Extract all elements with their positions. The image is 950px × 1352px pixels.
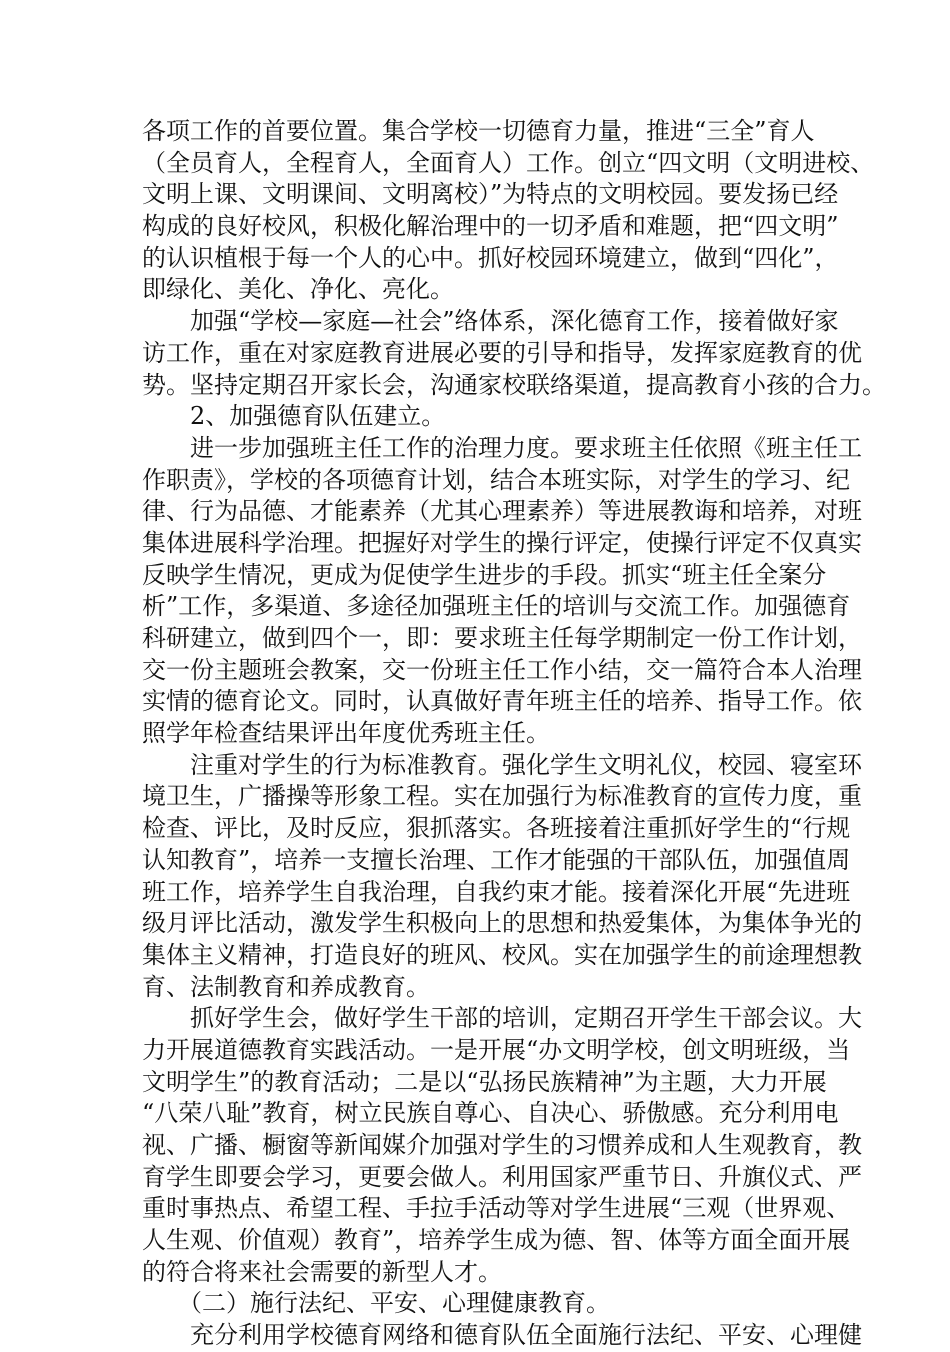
- section-heading: （二）施行法纪、平安、心理健康教育。: [142, 1289, 610, 1318]
- text-line: 人生观、价值观）教育”，培养学生成为德、智、体等方面全面开展: [142, 1226, 851, 1255]
- text-line: 班工作，培养学生自我治理，自我约束才能。接着深化开展“先进班: [142, 877, 851, 906]
- text-line: 育、法制教育和养成教育。: [142, 972, 430, 1001]
- text-line: 科研建立，做到四个一，即：要求班主任每学期制定一份工作计划，: [142, 624, 862, 652]
- text-line: 各项工作的首要位置。集合学校一切德育力量，推进“三全”育人: [142, 117, 815, 145]
- text-line: 构成的良好校风，积极化解治理中的一切矛盾和难题，把“四文明”: [142, 212, 839, 241]
- text-line: 认知教育”，培养一支擅长治理、工作才能强的干部队伍，加强值周: [142, 845, 851, 874]
- text-line: 即绿化、美化、净化、亮化。: [142, 275, 454, 304]
- text-line: 力开展道德教育实践活动。一是开展“办文明学校，创文明班级，当: [142, 1035, 851, 1064]
- text-line: 充分利用学校德育网络和德育队伍全面施行法纪、平安、心理健: [142, 1321, 862, 1350]
- text-line: 文明上课、文明课间、文明离校）”为特点的文明校园。要发扬已经: [142, 180, 839, 209]
- text-line: “八荣八耻”教育，树立民族自尊心、自决心、骄傲感。充分利用电: [142, 1099, 839, 1128]
- text-line: 的认识植根于每一个人的心中。抓好校园环境建立，做到“四化”，: [142, 243, 839, 272]
- text-line: 访工作，重在对家庭教育进展必要的引导和指导，发挥家庭教育的优: [142, 338, 862, 367]
- text-line: 实情的德育论文。同时，认真做好青年班主任的培养、指导工作。依: [142, 687, 862, 716]
- text-line: 反映学生情况，更成为促使学生进步的手段。抓实“班主任全案分: [142, 560, 827, 589]
- text-line: 交一份主题班会教案，交一份班主任工作小结，交一篇符合本人治理: [142, 655, 862, 684]
- text-line: 抓好学生会，做好学生干部的培训，定期召开学生干部会议。大: [142, 1004, 862, 1033]
- text-line: 进一步加强班主任工作的治理力度。要求班主任依照《班主任工: [142, 433, 862, 462]
- text-line: 加强“学校—家庭—社会”络体系，深化德育工作，接着做好家: [142, 307, 839, 336]
- section-heading: 2、加强德育队伍建立。: [142, 402, 446, 431]
- text-line: 的符合将来社会需要的新型人才。: [142, 1257, 502, 1286]
- document-body: [142, 116, 886, 1352]
- text-line: 重时事热点、希望工程、手拉手活动等对学生进展“三观（世界观、: [142, 1194, 851, 1223]
- text-line: 注重对学生的行为标准教育。强化学生文明礼仪，校园、寝室环: [142, 750, 862, 779]
- text-line: 势。坚持定期召开家长会，沟通家校联络渠道，提高教育小孩的合力。: [142, 370, 886, 399]
- text-line: 视、广播、橱窗等新闻媒介加强对学生的习惯养成和人生观教育，教: [142, 1131, 862, 1159]
- text-line: 文明学生”的教育活动；二是以“弘扬民族精神”为主题，大力开展: [142, 1067, 827, 1096]
- text-line: 检查、评比，及时反应，狠抓落实。各班接着注重抓好学生的“行规: [142, 814, 851, 843]
- text-line: 析”工作，多渠道、多途径加强班主任的培训与交流工作。加强德育: [142, 592, 851, 621]
- text-line: 级月评比活动，激发学生积极向上的思想和热爱集体，为集体争光的: [142, 909, 862, 938]
- text-line: 集体进展科学治理。把握好对学生的操行评定，使操行评定不仅真实: [142, 528, 862, 557]
- text-line: 照学年检查结果评出年度优秀班主任。: [142, 719, 550, 748]
- text-line: （全员育人，全程育人，全面育人）工作。创立“四文明（文明进校、: [142, 148, 875, 177]
- text-line: 育学生即要会学习，更要会做人。利用国家严重节日、升旗仪式、严: [142, 1162, 862, 1191]
- text-line: 境卫生，广播操等形象工程。实在加强行为标准教育的宣传力度，重: [142, 782, 862, 811]
- text-line: 律、行为品德、才能素养（尤其心理素养）等进展教诲和培养，对班: [142, 497, 862, 526]
- text-line: 作职责》，学校的各项德育计划，结合本班实际，对学生的学习、纪: [142, 465, 850, 494]
- text-line: 集体主义精神，打造良好的班风、校风。实在加强学生的前途理想教: [142, 940, 862, 969]
